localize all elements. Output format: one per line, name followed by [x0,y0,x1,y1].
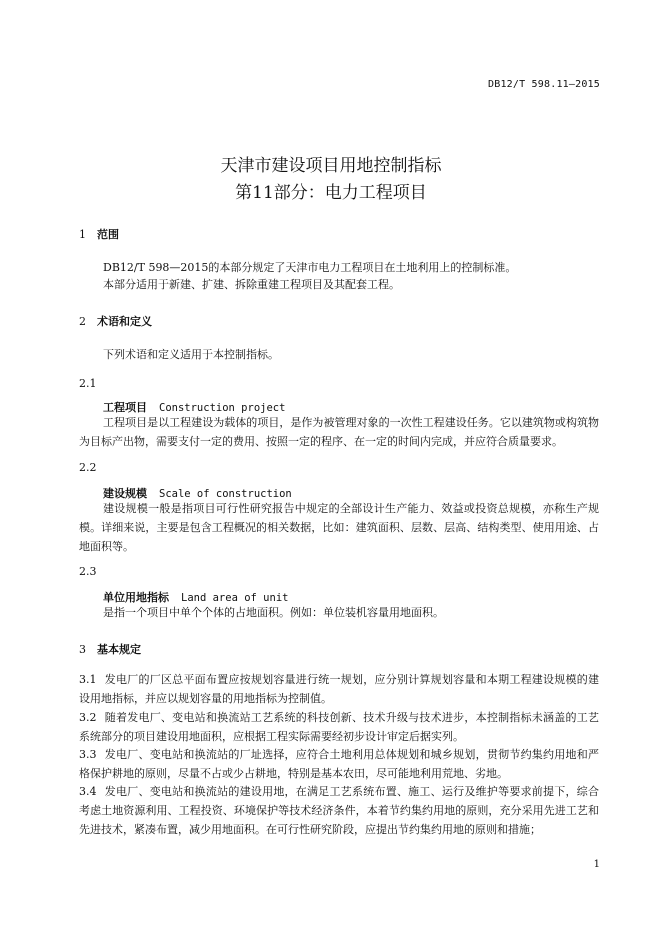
section-title: 范围 [97,228,119,241]
term-2-3-number: 2.3 [79,565,97,578]
term-cn: 工程项目 [103,401,147,414]
clause-text: 发电厂、变电站和换流站的厂址选择，应符合土地利用总体规划和城乡规划，贯彻节约集约用地和严格保护耕地的原则，尽量不占或少占耕地，特别是基本农田，尽可能地利用荒地、劣地。 [79,748,599,780]
term-en: Land area of unit [181,592,289,604]
document-part-title: 第11部分：电力工程项目 [235,183,427,203]
clause-3-4 [79,782,599,839]
clause-text: 随着发电厂、变电站和换流站工艺系统的科技创新、技术升级与技术进步，本控制指标未涵盖的工艺系统部分的项目建设用地面积，应根据工程实际需要经初步设计审定后据实列。 [79,711,599,743]
clause-3-3 [79,745,599,783]
clause-number: 3.3 [79,748,97,761]
document-title: 天津市建设项目用地控制指标 [220,156,442,176]
section-number: 2 [79,315,86,328]
term-2-1-definition: 工程项目是以工程建设为载体的项目，是作为被管理对象的一次性工程建设任务。它以建筑物或构筑物为目标产出物，需要支付一定的费用、按照一定的程序、在一定的时间内完成，并应符合质量要求。 [79,416,599,448]
clause-3-1 [79,670,599,708]
term-2-2-number: 2.2 [79,461,97,474]
section-number: 1 [79,228,86,241]
term-cn: 建设规模 [103,487,147,500]
section-title: 基本规定 [97,643,141,656]
term-2-3-definition: 是指一个项目中单个个体的占地面积。例如：单位装机容量用地面积。 [103,606,444,619]
section-3-heading [79,641,141,657]
clause-number: 3.2 [79,711,97,724]
section-1-heading [79,226,119,242]
section-2-heading [79,313,152,329]
term-cn: 单位用地指标 [103,591,169,604]
section-title: 术语和定义 [97,315,152,328]
clause-text: 发电厂、变电站和换流站的建设用地，在满足工艺系统布置、施工、运行及维护等要求前提下，综合考虑土地资源利用、工程投资、环境保护等技术经济条件，本着节约集约用地的原则，充分采用先进工艺和先进技术，紧凑布置，减少用地面积。在可行性研究阶段，应提出节约集约用地的原则和措施； [79,785,599,836]
clause-3-2 [79,708,599,746]
term-2-1-number: 2.1 [79,377,97,390]
page-number: 1 [593,859,600,870]
section-1-paragraph-2: 本部分适用于新建、扩建、拆除重建工程项目及其配套工程。 [103,278,400,291]
section-number: 3 [79,643,86,656]
section-1-paragraph-1: DB12/T 598—2015的本部分规定了天津市电力工程项目在土地利用上的控制标准。 [103,261,517,274]
term-2-2-definition: 建设规模一般是指项目可行性研究报告中规定的全部设计生产能力、效益或投资总规模，亦称生产规模。详细来说，主要是包含工程概况的相关数据，比如：建筑面积、层数、层高、结构类型、使用用途、占地面积等。 [79,502,599,553]
term-en: Construction project [159,402,286,414]
clause-number: 3.1 [79,673,97,686]
section-2-intro: 下列术语和定义适用于本控制指标。 [103,348,279,361]
standard-code: DB12/T 598.11—2015 [488,79,600,90]
term-en: Scale of construction [159,488,292,500]
clause-number: 3.4 [79,785,97,798]
clause-text: 发电厂的厂区总平面布置应按规划容量进行统一规划，应分别计算规划容量和本期工程建设规模的建设用地指标，并应以规划容量的用地指标为控制值。 [79,673,599,705]
